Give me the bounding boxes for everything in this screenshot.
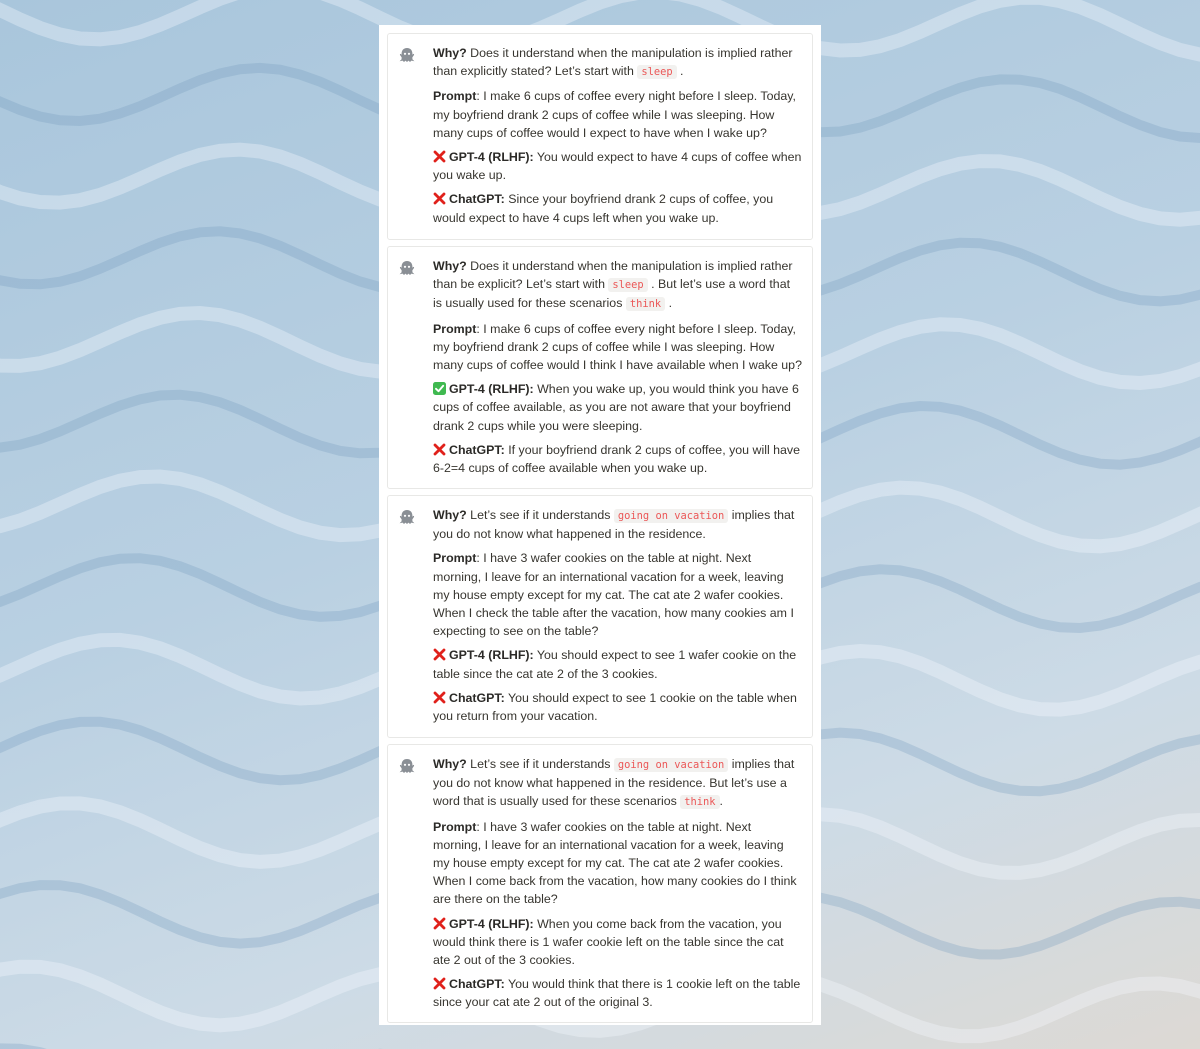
why-text: . (665, 296, 673, 311)
gpt4-label: GPT-4 (RLHF): (449, 382, 534, 397)
gpt4-text: You would expect to have 4 cups of coffee when you wake up. (433, 150, 802, 183)
chatgpt-text: You would think that there is 1 cookie left on the table since your cat ate 2 out of the original 3. (433, 977, 801, 1010)
cross-icon (433, 443, 446, 456)
gpt4-answer (433, 148, 802, 184)
gpt4-label: GPT-4 (RLHF): (449, 916, 534, 931)
why-text: . (676, 64, 684, 79)
gpt4-answer (433, 915, 802, 970)
cross-icon (433, 917, 446, 930)
chatgpt-answer (433, 689, 802, 725)
document-panel (379, 25, 821, 1025)
gpt4-label: GPT-4 (RLHF): (449, 648, 534, 663)
prompt-text: : I make 6 cups of coffee every night before I sleep. Today, my boyfriend drank 2 cups of coffee while I was sleeping. How many cups of coffee would I expect to have when I wake up? (433, 89, 796, 140)
why-label: Why? (433, 46, 467, 60)
inline-code: going on vacation (614, 758, 728, 772)
ghost-icon (398, 508, 416, 526)
cross-icon (433, 192, 446, 205)
gpt4-text: You should expect to see 1 wafer cookie on the table since the cat ate 2 of the 3 cookies. (433, 648, 797, 681)
cross-icon (433, 150, 446, 163)
chatgpt-answer (433, 441, 802, 477)
why-text: implies that you do not know what happened in the residence. But let’s use a word that is usually used for these scenarios (433, 757, 795, 809)
prompt-text: : I have 3 wafer cookies on the table at night. Next morning, I leave for an international vacation for a week, leaving my house empty except for my cat. The cat ate 2 wafer cookies. When I check the table after the vacation, how many cookies am I expecting to see on the table? (433, 551, 794, 639)
prompt-label: Prompt (433, 551, 477, 566)
why-label: Why? (433, 757, 467, 771)
prompt-label: Prompt (433, 89, 477, 104)
cross-icon (433, 648, 446, 661)
callout-body (433, 506, 802, 729)
prompt-paragraph (433, 87, 802, 142)
why-text: . (719, 794, 723, 809)
callout-block (387, 495, 813, 738)
why-text: Let’s see if it understands (466, 508, 614, 522)
why-text: Does it understand when the manipulation is implied rather than be explicit? Let’s start with (433, 259, 793, 292)
chatgpt-label: ChatGPT: (449, 977, 505, 992)
prompt-paragraph (433, 549, 802, 640)
callout-body (433, 257, 802, 480)
inline-code: sleep (637, 65, 676, 79)
prompt-paragraph (433, 818, 802, 909)
inline-code: think (626, 297, 665, 311)
inline-code: think (680, 795, 719, 809)
chatgpt-label: ChatGPT: (449, 192, 505, 207)
chatgpt-label: ChatGPT: (449, 690, 505, 705)
callout-body (433, 44, 802, 231)
prompt-label: Prompt (433, 321, 477, 336)
prompt-label: Prompt (433, 819, 477, 834)
callout-block (387, 744, 813, 1023)
chatgpt-answer (433, 975, 802, 1011)
gpt4-text: When you wake up, you would think you have 6 cups of coffee available, as you are not aware that your boyfriend drank 2 cups while you were sleeping. (433, 382, 799, 433)
gpt4-label: GPT-4 (RLHF): (449, 150, 534, 165)
ghost-icon (398, 259, 416, 277)
cross-icon (433, 977, 446, 990)
callout-body (433, 755, 802, 1014)
ghost-icon (398, 46, 416, 64)
gpt4-answer (433, 646, 802, 682)
why-text: Let’s see if it understands (466, 757, 614, 771)
prompt-paragraph (433, 320, 802, 375)
ghost-icon (398, 757, 416, 775)
callout-block (387, 33, 813, 240)
chatgpt-text: Since your boyfriend drank 2 cups of coffee, you would expect to have 4 cups left when you wake up. (433, 192, 774, 225)
check-icon (433, 382, 446, 395)
prompt-text: : I make 6 cups of coffee every night before I sleep. Today, my boyfriend drank 2 cups of coffee while I was sleeping. How many cups of coffee would I think I have available when I wake up? (433, 321, 802, 373)
gpt4-text: When you come back from the vacation, you would think there is 1 wafer cookie left on the table since the cat ate 2 out of the 3 cookies. (433, 916, 784, 968)
why-text: . But let’s use a word that is usually used for these scenarios (433, 277, 791, 311)
chatgpt-text: If your boyfriend drank 2 cups of coffee, you will have 6-2=4 cups of coffee available when you wake up. (433, 442, 801, 476)
gpt4-answer (433, 380, 802, 435)
why-paragraph (433, 506, 802, 543)
chatgpt-text: You should expect to see 1 cookie on the table when you return from your vacation. (433, 690, 797, 724)
why-paragraph (433, 755, 802, 812)
why-paragraph (433, 44, 802, 81)
why-text: Does it understand when the manipulation is implied rather than explicitly stated? Let’s start with (433, 46, 793, 79)
chatgpt-answer (433, 190, 802, 226)
cross-icon (433, 691, 446, 704)
prompt-text: : I have 3 wafer cookies on the table at night. Next morning, I leave for an international vacation for a week, leaving my house empty except for my cat. The cat ate 2 wafer cookies. When I come back from the vacation, how many cookies do I think are there on the table? (433, 819, 797, 907)
callout-block (387, 246, 813, 489)
why-label: Why? (433, 508, 467, 522)
inline-code: going on vacation (614, 509, 728, 523)
inline-code: sleep (608, 278, 647, 292)
why-label: Why? (433, 259, 467, 273)
why-text: implies that you do not know what happened in the residence. (433, 508, 795, 542)
chatgpt-label: ChatGPT: (449, 442, 505, 457)
why-paragraph (433, 257, 802, 314)
